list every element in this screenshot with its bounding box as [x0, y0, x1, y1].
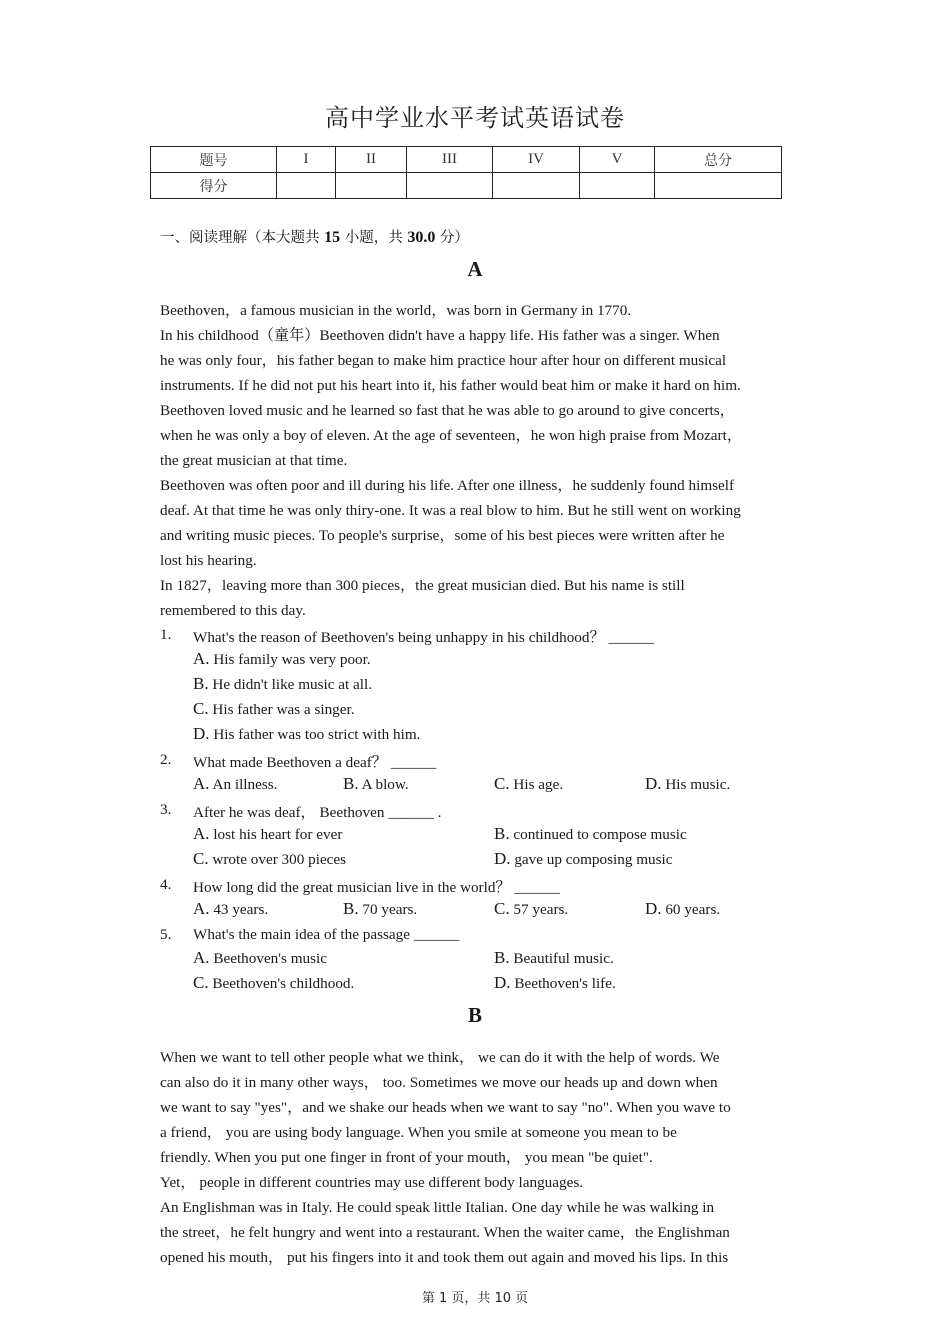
- question-option: [193, 724, 420, 744]
- option-letter: D.: [645, 899, 662, 918]
- score-cell: [277, 173, 336, 199]
- option-letter: C.: [193, 849, 209, 868]
- passage-a-line: Beethoven，a famous musician in the world，was born in Germany in 1770.: [160, 302, 632, 319]
- page-title: 高中学业水平考试英语试卷: [325, 104, 625, 132]
- option-text: His music.: [665, 776, 731, 793]
- score-table-score-row: [151, 173, 782, 199]
- option-letter: A.: [193, 824, 210, 843]
- section-title-suffix: 分）: [435, 230, 469, 246]
- option-text: Beethoven's childhood.: [212, 975, 355, 992]
- page-footer: 第 1 页，共 10 页: [421, 1291, 529, 1306]
- score-header-cell: II: [336, 147, 407, 173]
- question-option: [193, 948, 327, 968]
- passage-a-line: Beethoven loved music and he learned so fast that he was able to go around to give concerts，: [160, 402, 735, 419]
- question-option: [193, 674, 372, 694]
- passage-b-line: When we want to tell other people what we think， we can do it with the help of words. We: [160, 1049, 720, 1066]
- score-cell: [655, 173, 782, 199]
- option-text: His father was too strict with him.: [213, 726, 421, 743]
- question-text: What's the reason of Beethoven's being unhappy in his childhood？ ______: [193, 629, 655, 646]
- option-text: lost his heart for ever: [213, 826, 343, 843]
- section-title-prefix: 一、阅读理解（本大题共: [160, 230, 325, 246]
- option-letter: C.: [494, 899, 510, 918]
- passage-b-line: opened his mouth， put his fingers into it and took them out again and moved his lips. In this: [160, 1249, 729, 1266]
- option-text: An illness.: [212, 776, 278, 793]
- score-cell: [493, 173, 580, 199]
- option-letter: C.: [494, 774, 510, 793]
- option-text: 43 years.: [213, 901, 269, 918]
- score-cell: [336, 173, 407, 199]
- passage-a-line: deaf. At that time he was only thiry-one. It was a real blow to him. But he still went on working: [160, 502, 741, 519]
- option-text: continued to compose music: [513, 826, 687, 843]
- score-header-cell: IV: [493, 147, 580, 173]
- passage-a-heading: A: [467, 257, 483, 281]
- question-number: 3.: [160, 801, 172, 818]
- score-header-cell: III: [407, 147, 493, 173]
- passage-b-line: we want to say "yes"，and we shake our heads when we want to say "no". When you wave to: [160, 1099, 731, 1116]
- option-text: 60 years.: [665, 901, 721, 918]
- score-row-label: 得分: [151, 173, 277, 199]
- question-option: [645, 899, 720, 919]
- question-number: 4.: [160, 876, 172, 893]
- score-table: [150, 146, 782, 199]
- passage-a-line: when he was only a boy of eleven. At the age of seventeen，he won high praise from Mozart，: [160, 427, 743, 444]
- passage-a-line: In his childhood（童年）Beethoven didn't have a happy life. His father was a singer. When: [160, 327, 720, 344]
- question-option: [645, 774, 730, 794]
- question-option: [494, 948, 614, 968]
- option-letter: A.: [193, 948, 210, 967]
- passage-b-line: the street，he felt hungry and went into a restaurant. When the waiter came，the Englishman: [160, 1224, 730, 1241]
- question-option: [494, 774, 563, 794]
- option-letter: B.: [343, 899, 359, 918]
- option-letter: D.: [494, 849, 511, 868]
- option-letter: C.: [193, 973, 209, 992]
- option-letter: B.: [343, 774, 359, 793]
- question-option: [193, 649, 371, 669]
- passage-a-line: instruments. If he did not put his heart into it, his father would beat him or make it hard on him.: [160, 377, 741, 394]
- option-letter: A.: [193, 774, 210, 793]
- question-option: [193, 849, 346, 869]
- option-letter: A.: [193, 649, 210, 668]
- question-option: [193, 899, 268, 919]
- option-letter: D.: [193, 724, 210, 743]
- passage-a-line: In 1827，leaving more than 300 pieces，the great musician died. But his name is still: [160, 577, 685, 594]
- section-title: [160, 226, 469, 247]
- passage-b-line: a friend， you are using body language. When you smile at someone you mean to be: [160, 1124, 677, 1141]
- option-text: Beethoven's life.: [514, 975, 616, 992]
- option-letter: B.: [193, 674, 209, 693]
- section-question-count: 15: [324, 229, 341, 246]
- passage-a-line: Beethoven was often poor and ill during his life. After one illness，he suddenly found himself: [160, 477, 735, 494]
- question-option: [193, 824, 342, 844]
- question-number: 5.: [160, 926, 172, 943]
- passage-a-line: the great musician at that time.: [160, 452, 348, 469]
- option-letter: D.: [494, 973, 511, 992]
- question-number: 2.: [160, 751, 172, 768]
- question-text: How long did the great musician live in the world？ ______: [193, 879, 560, 896]
- option-text: 70 years.: [362, 901, 418, 918]
- score-header-cell: V: [580, 147, 655, 173]
- option-letter: D.: [645, 774, 662, 793]
- option-letter: B.: [494, 948, 510, 967]
- option-text: wrote over 300 pieces: [212, 851, 347, 868]
- passage-b-heading: B: [467, 1003, 482, 1027]
- passage-a-line: and writing music pieces. To people's surprise，some of his best pieces were written after he: [160, 527, 725, 544]
- question-option: [494, 973, 616, 993]
- passage-b-line: friendly. When you put one finger in front of your mouth， you mean "be quiet".: [160, 1149, 653, 1166]
- score-table-header-row: [151, 147, 782, 173]
- score-header-cell: 总分: [655, 147, 782, 173]
- option-text: Beautiful music.: [513, 950, 614, 967]
- question-text: After he was deaf， Beethoven ______ .: [193, 804, 442, 821]
- option-text: 57 years.: [513, 901, 569, 918]
- passage-b-line: Yet， people in different countries may use different body languages.: [160, 1174, 584, 1191]
- passage-a-line: he was only four，his father began to make him practice hour after hour on different musical: [160, 352, 727, 369]
- question-option: [343, 899, 417, 919]
- option-text: His age.: [513, 776, 564, 793]
- option-text: He didn't like music at all.: [212, 676, 373, 693]
- option-letter: B.: [494, 824, 510, 843]
- question-number: 1.: [160, 626, 172, 643]
- question-text: What's the main idea of the passage ______: [193, 926, 460, 943]
- option-letter: A.: [193, 899, 210, 918]
- question-text: What made Beethoven a deaf？ ______: [193, 754, 437, 771]
- question-option: [494, 849, 673, 869]
- score-cell: [407, 173, 493, 199]
- passage-b-line: An Englishman was in Italy. He could speak little Italian. One day while he was walking in: [160, 1199, 715, 1216]
- question-option: [343, 774, 409, 794]
- passage-a-line: lost his hearing.: [160, 552, 257, 569]
- option-text: gave up composing music: [514, 851, 673, 868]
- question-option: [494, 824, 687, 844]
- question-option: [193, 973, 354, 993]
- question-option: [193, 699, 355, 719]
- option-text: His father was a singer.: [212, 701, 355, 718]
- score-header-cell: I: [277, 147, 336, 173]
- passage-a-line: remembered to this day.: [160, 602, 306, 619]
- score-header-cell: 题号: [151, 147, 277, 173]
- question-option: [193, 774, 277, 794]
- option-text: Beethoven's music: [213, 950, 327, 967]
- option-text: His family was very poor.: [213, 651, 371, 668]
- section-points: 30.0: [407, 229, 436, 246]
- option-letter: C.: [193, 699, 209, 718]
- section-title-middle: 小题，共: [340, 230, 408, 246]
- option-text: A blow.: [361, 776, 409, 793]
- score-cell: [580, 173, 655, 199]
- question-option: [494, 899, 568, 919]
- passage-b-line: can also do it in many other ways， too. Sometimes we move our heads up and down when: [160, 1074, 718, 1091]
